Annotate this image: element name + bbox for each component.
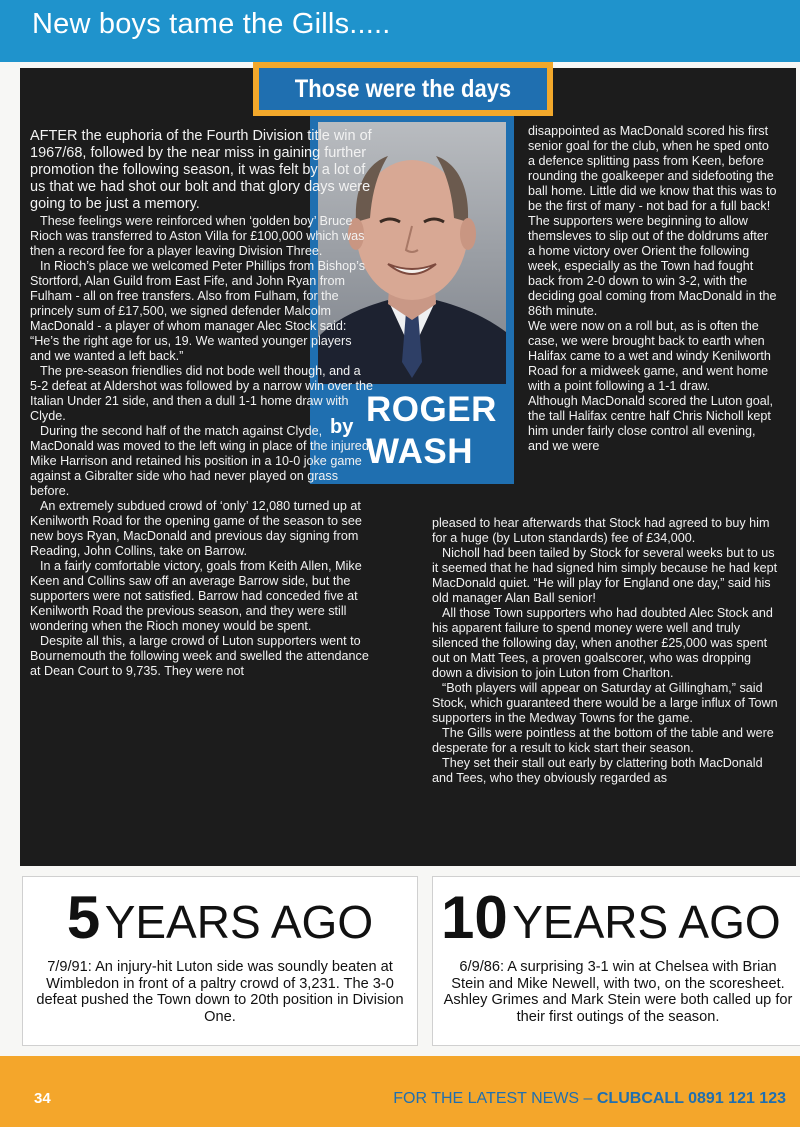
page-headline: New boys tame the Gills..... (32, 8, 391, 40)
page-number: 34 (34, 1090, 51, 1107)
article-paragraph: The supporters were beginning to allow themsleves to slip out of the doldrums after a home victory over Orient the following week, especially as the Town had fought back from 2-0 down to win 3-2, with the deciding goal coming from MacDonald in the 86th minute. (528, 214, 777, 318)
section-banner (253, 62, 553, 116)
footer-promo (393, 1090, 786, 1108)
article-column-left (30, 128, 374, 679)
article-paragraph: In a fairly comfortable victory, goals from Keith Allen, Mike Keen and Collins saw off an average Barrow side, but the supporters were not satisfied. Barrow had conceded five at Kenilworth Road the previous season, and they were still wondering when the Rioch money would be spent. (30, 559, 362, 633)
five-years-number: 5 (66, 884, 101, 951)
header-band (0, 0, 800, 62)
article-paragraph: We were now on a roll but, as is often the case, we were brought back to earth when Halifax came to a wet and windy Kenilworth Road for a midweek game, and went home with a point following a 1-1 draw. (528, 319, 771, 393)
article-paragraph: An extremely subdued crowd of ‘only’ 12,080 turned up at Kenilworth Road for the opening game of the season to see new boys Ryan, MacDonald and previous day signing from Reading, John Collins, take on Barrow. (30, 499, 362, 558)
article-column-right (528, 124, 778, 454)
article-column-bottom (432, 516, 778, 786)
five-years-ago-heading (23, 883, 417, 952)
article-paragraph: In Rioch’s place we welcomed Peter Phillips from Bishop’s Stortford, Alan Guild from East Fife, and John Ryan from Fulham - all on free transfers. Also from Fulham, for the princely sum of £17,500, we signed defender Malcolm MacDonald - a player of whom manager Alec Stock said: “He’s the right age for us, 19. We wanted younger players and we wanted a left back.” (30, 259, 366, 363)
clubcall-number: CLUBCALL 0891 121 123 (596, 1090, 786, 1107)
footer-band (0, 1056, 800, 1127)
article-paragraph: AFTER the euphoria of the Fourth Division title win of 1967/68, followed by the near miss in gaining further promotion the following season, it was felt by a lot of us that we had shot our bolt and that glory days were going to be just a memory. (30, 128, 372, 212)
article-paragraph: pleased to hear afterwards that Stock had agreed to buy him for a huge (by Luton standards) fee of £34,000. (432, 516, 770, 545)
author-last-name: WASH (366, 432, 473, 471)
article-paragraph: The pre-season friendlies did not bode well though, and a 5-2 defeat at Aldershot was followed by a narrow win over the Italian Under 21 side, and then a dull 1-1 home draw with Clyde. (30, 364, 374, 423)
ten-years-ago-text: 6/9/86: A surprising 3-1 win at Chelsea with Brian Stein and Mike Newell, with two, on the scoresheet. Ashley Grimes and Mark Stein were both called up for their first outings of the season. (443, 959, 793, 1025)
author-first-name: ROGER (366, 390, 497, 429)
article-paragraph: “Both players will appear on Saturday at Gillingham,” said Stock, which guaranteed there would be a large influx of Town supporters in the Medway Towns for the game. (432, 681, 778, 725)
five-years-ago-text: 7/9/91: An injury-hit Luton side was soundly beaten at Wimbledon in front of a paltry crowd of 3,231. The 3-0 defeat pushed the Town down to 20th position in Division One. (36, 959, 404, 1025)
five-years-ago-box (22, 876, 418, 1046)
byline-by: by (330, 416, 354, 438)
ten-years-ago-heading (441, 883, 800, 952)
section-title: Those were the days (294, 74, 512, 103)
ten-years-word: YEARS AGO (512, 896, 781, 948)
article-paragraph: They set their stall out early by clattering both MacDonald and Tees, who they obviously regarded as (432, 756, 763, 785)
five-years-word: YEARS AGO (104, 896, 374, 948)
article-paragraph: Although MacDonald scored the Luton goal, the tall Halifax centre half Chris Nicholl kept him under fairly close control all evening, and we were (528, 394, 774, 453)
ten-years-ago-box (432, 876, 800, 1046)
article-paragraph: The Gills were pointless at the bottom of the table and were desperate for a result to kick start their season. (432, 726, 774, 755)
article-paragraph: All those Town supporters who had doubted Alec Stock and his apparent failure to spend money were well and truly silenced the following day, when another £25,000 was spent out on Matt Tees, a proven goalscorer, who was dropping down a division to join Luton from Charlton. (432, 606, 773, 680)
article-paragraph: Despite all this, a large crowd of Luton supporters went to Bournemouth the following week and swelled the attendance at Dean Court to 9,735. They were not (30, 634, 369, 678)
article-paragraph: During the second half of the match against Clyde, MacDonald was moved to the left wing in place of the injured Mike Harrison and retained his position in a 10-0 joke game against a Gibralter side who had never played on grass before. (30, 424, 369, 498)
footer-lead: FOR THE LATEST NEWS – (393, 1090, 597, 1107)
article-paragraph: Nicholl had been tailed by Stock for several weeks but to us it seemed that he had signed him simply because he had kept MacDonald quiet. “He will play for England one day,” said his old manager Alan Ball senior! (432, 546, 778, 605)
ten-years-number: 10 (441, 884, 508, 951)
section-banner-inner (259, 68, 547, 110)
article-paragraph: These feelings were reinforced when ‘golden boy’ Bruce Rioch was transferred to Aston Villa for £100,000 which was then a record fee for a player leaving Division Three. (30, 214, 365, 258)
article-paragraph: disappointed as MacDonald scored his first senior goal for the club, when he sped onto a defence splitting pass from Keen, before rounding the goalkeeper and sidefooting the ball home. Little did we know that this was to be the first of many - not bad for a full back! (528, 124, 777, 213)
